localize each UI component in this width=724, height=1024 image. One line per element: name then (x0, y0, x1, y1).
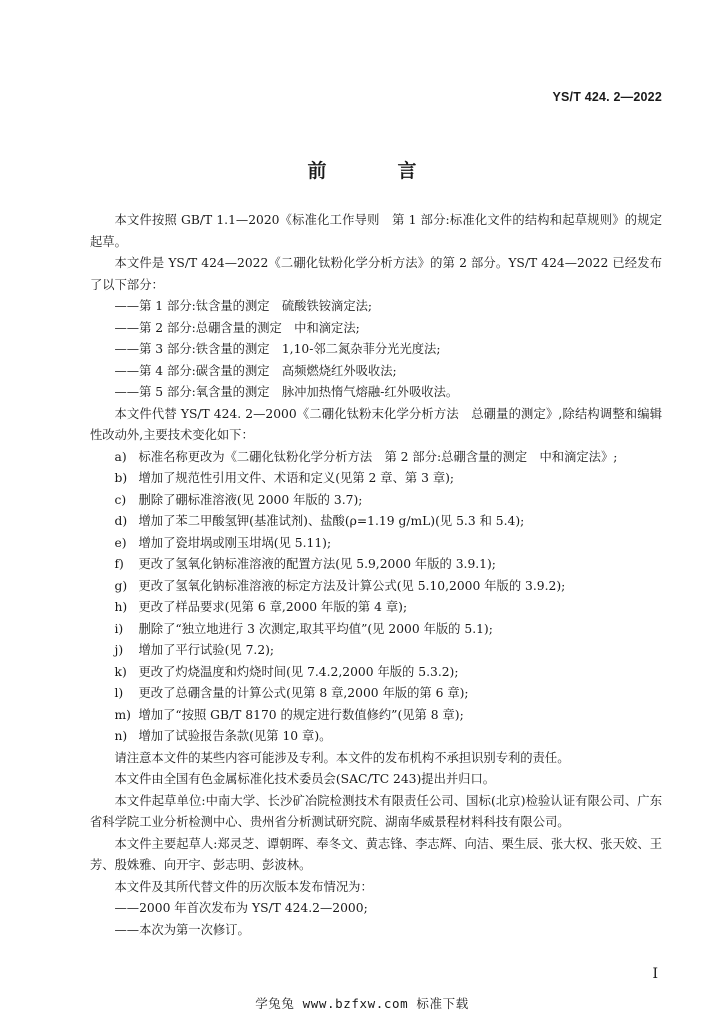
version-history-intro: 本文件及其所代替文件的历次版本发布情况为： (114, 879, 373, 894)
change-marker: g) (114, 578, 128, 593)
change-item (90, 705, 662, 727)
change-item (90, 597, 662, 619)
change-text: 删除了硼标准溶液(见 2000 年版的 3.7); (138, 492, 363, 507)
page-title: 前 言 (307, 160, 443, 182)
footer-watermark: 学兔兔 www.bzfxw.com 标准下载 (255, 996, 469, 1011)
change-text: 更改了灼烧温度和灼烧时间(见 7.4.2,2000 年版的 5.3.2); (138, 664, 459, 679)
change-item (90, 511, 662, 533)
change-item (90, 533, 662, 555)
change-marker: e) (114, 535, 127, 550)
change-item (90, 468, 662, 490)
change-text: 标准名称更改为《二硼化钛粉化学分析方法 第 2 部分:总硼含量的测定 中和滴定法》; (138, 449, 618, 464)
change-marker: c) (114, 492, 127, 507)
part-list-item: ——第 1 部分:钛含量的测定 硫酸铁铵滴定法; (114, 299, 373, 313)
change-item (90, 490, 662, 512)
change-item (90, 640, 662, 662)
change-item (90, 683, 662, 705)
change-marker: m) (114, 707, 131, 722)
change-marker: l) (114, 686, 124, 700)
intro-paragraph: 本文件是 YS/T 424—2022《二硼化钛粉化学分析方法》的第 2 部分。YS/T 424—2022 已经发布了以下部分： (90, 256, 662, 292)
change-item (90, 662, 662, 684)
change-text: 增加了“按照 GB/T 8170 的规定进行数值修约”(见第 8 章); (138, 707, 464, 722)
change-marker: a) (114, 449, 127, 464)
change-marker: h) (114, 600, 128, 614)
change-text: 更改了氢氧化钠标准溶液的配置方法(见 5.9,2000 年版的 3.9.1); (138, 557, 496, 571)
change-marker: b) (114, 471, 128, 485)
change-text: 增加了平行试验(见 7.2); (138, 643, 275, 657)
change-text: 增加了试验报告条款(见第 10 章)。 (138, 729, 332, 743)
change-marker: n) (114, 729, 128, 743)
change-marker: k) (114, 664, 127, 679)
patent-notice: 请注意本文件的某些内容可能涉及专利。本文件的发布机构不承担识别专利的责任。 (114, 750, 570, 765)
change-marker: j) (114, 643, 124, 657)
change-item (90, 447, 662, 469)
change-text: 更改了样品要求(见第 6 章,2000 年版的第 4 章); (138, 600, 408, 614)
change-text: 更改了氢氧化钠标准溶液的标定方法及计算公式(见 5.10,2000 年版的 3.9.2); (138, 578, 566, 593)
change-text: 增加了规范性引用文件、术语和定义(见第 2 章、第 3 章); (138, 471, 455, 485)
page-number: I (652, 966, 658, 982)
change-marker: i) (114, 621, 124, 636)
change-item (90, 726, 662, 748)
change-text: 更改了总硼含量的计算公式(见第 8 章,2000 年版的第 6 章); (138, 686, 469, 700)
history-item: ——2000 年首次发布为 YS/T 424.2—2000; (114, 901, 368, 915)
part-list-item: ——第 4 部分:碳含量的测定 高频燃烧红外吸收法; (114, 363, 397, 378)
replacement-note: 本文件代替 YS/T 424. 2—2000《二硼化钛粉末化学分析方法 总硼量的测定》,除结构调整和编辑性改动外,主要技术变化如下： (90, 406, 662, 442)
part-list-item: ——第 5 部分:氧含量的测定 脉冲加热惰气熔融-红外吸收法。 (114, 385, 459, 399)
history-item: ——本次为第一次修订。 (114, 922, 250, 937)
drafting-organizations: 本文件起草单位:中南大学、长沙矿冶院检测技术有限责任公司、国标(北京)检验认证有限公司、广东省科学院工业分析检测中心、贵州省分析测试研究院、湖南华威景程材料科技有限公司。 (90, 793, 662, 829)
intro-paragraph: 本文件按照 GB/T 1.1—2020《标准化工作导则 第 1 部分:标准化文件的结构和起草规则》的规定起草。 (90, 213, 662, 249)
change-text: 增加了苯二甲酸氢钾(基准试剂)、盐酸(ρ=1.19 g/mL)(见 5.3 和 5.4); (138, 514, 525, 528)
change-item (90, 554, 662, 576)
change-text: 删除了“独立地进行 3 次测定,取其平均值”(见 2000 年版的 5.1); (138, 621, 493, 636)
change-item (90, 576, 662, 598)
change-text: 增加了瓷坩埚或刚玉坩埚(见 5.11); (138, 535, 332, 550)
document-code: YS/T 424. 2—2022 (552, 90, 662, 104)
foreword-body (90, 210, 662, 941)
change-marker: d) (114, 514, 128, 528)
part-list-item: ——第 3 部分:铁含量的测定 1,10-邻二氮杂菲分光光度法; (114, 342, 441, 356)
change-marker: f) (114, 557, 124, 571)
committee-statement: 本文件由全国有色金属标准化技术委员会(SAC/TC 243)提出并归口。 (114, 772, 496, 786)
change-item (90, 619, 662, 641)
drafting-persons: 本文件主要起草人:郑灵芝、谭朝晖、奉冬文、黄志锋、李志辉、向洁、栗生辰、张大权、张天姣、王芳、殷姝雅、向开宇、彭志明、彭波林。 (90, 836, 662, 872)
part-list-item: ——第 2 部分:总硼含量的测定 中和滴定法; (114, 320, 360, 335)
